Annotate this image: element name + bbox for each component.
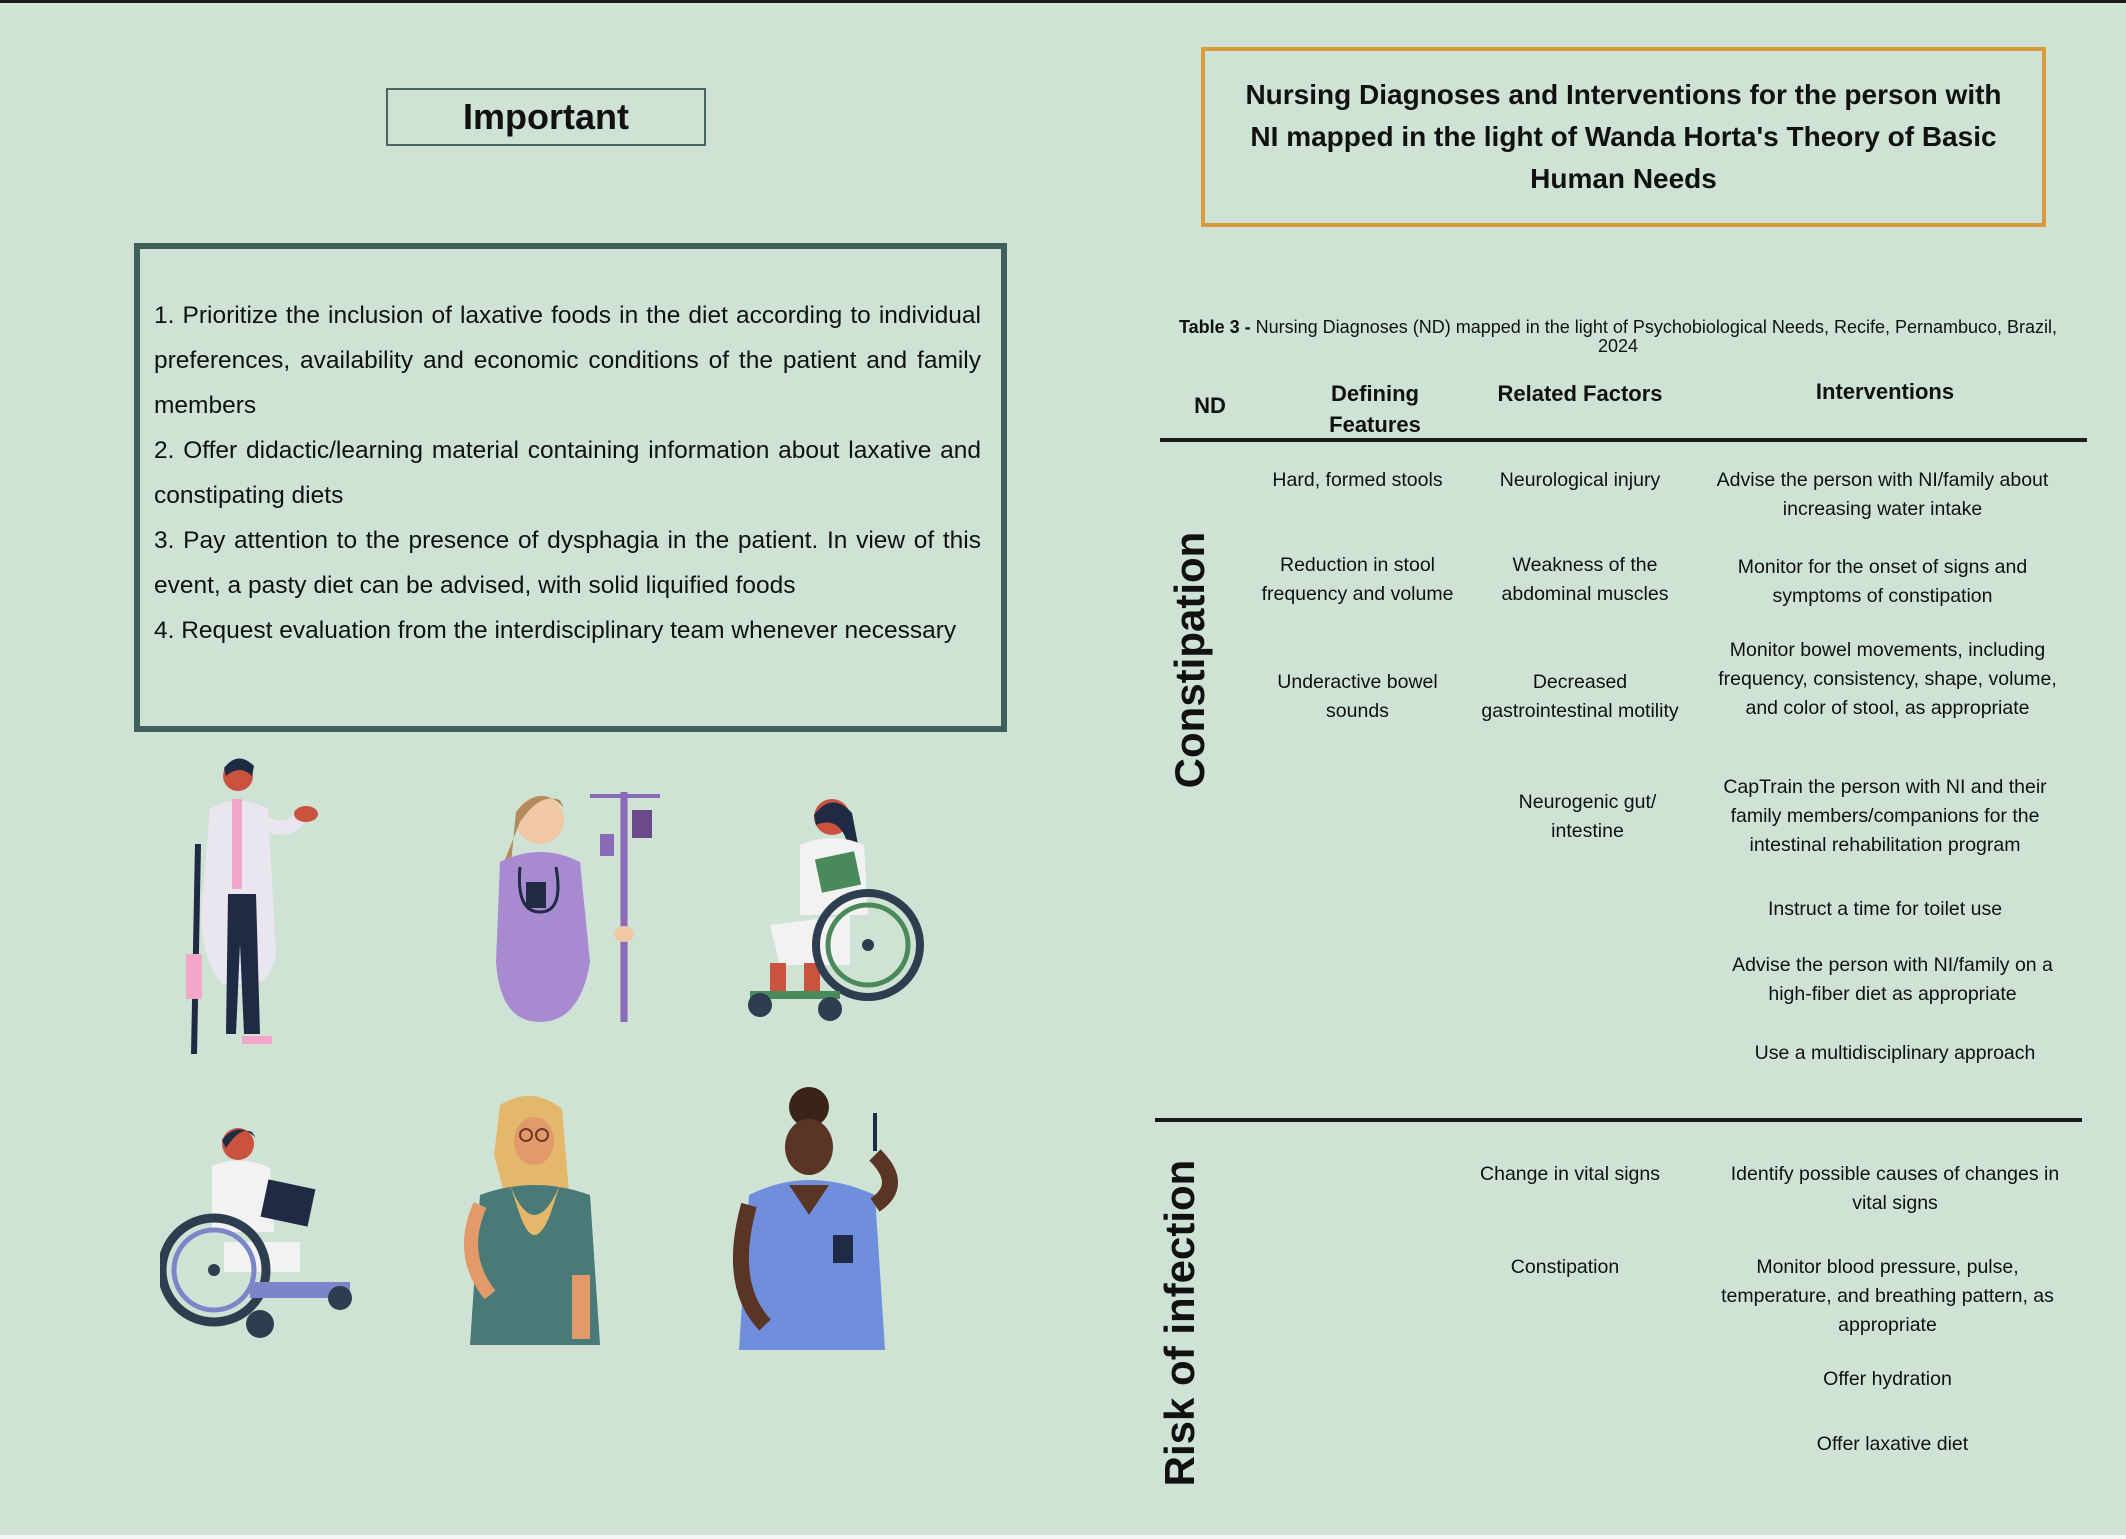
defining-feature: Hard, formed stools: [1272, 469, 1443, 491]
recommendation-item: 1. Prioritize the inclusion of laxative foods in the diet according to individual preferences, availability and economic conditions of the patient and family members: [154, 302, 981, 419]
recommendation-item: 2. Offer didactic/learning material containing information about laxative and constipating diets: [154, 437, 981, 509]
related-factor: Decreased gastrointestinal motility: [1481, 671, 1679, 722]
top-border-line: [0, 0, 2126, 3]
table-caption: [1158, 318, 2078, 356]
intervention: Use a multidisciplinary approach: [1754, 1042, 2036, 1064]
defining-feature: Underactive bowel sounds: [1277, 671, 1438, 722]
intervention: Instruct a time for toilet use: [1767, 898, 2003, 920]
nd-risk-of-infection: Risk of infection: [1156, 1159, 1203, 1487]
intervention: Monitor blood pressure, pulse, temperature, and breathing pattern, as appropriate: [1721, 1256, 2054, 1336]
intervention: Monitor bowel movements, including frequency, consistency, shape, volume, and color of stool, as appropriate: [1718, 639, 2057, 719]
header-defining-features: Defining Features: [1329, 381, 1421, 437]
recommendations-box: [134, 243, 1007, 732]
header-nd: ND: [1194, 393, 1226, 418]
intervention: Advise the person with NI/family about increasing water intake: [1716, 469, 2049, 520]
nurse-headscarf-illustration: [450, 1095, 620, 1355]
header-interventions: Interventions: [1815, 379, 1955, 404]
header-related-factors: Related Factors: [1497, 381, 1663, 406]
related-factor: Weakness of the abdominal muscles: [1501, 554, 1669, 605]
important-label: Important: [463, 96, 629, 137]
wheelchair-laptop-illustration: [160, 1122, 360, 1352]
table-caption-label: Table 3 -: [1178, 317, 1251, 337]
bottom-border-line: [0, 1535, 2126, 1539]
intervention: Identify possible causes of changes in vital signs: [1730, 1163, 2060, 1214]
poster-title-box: [1201, 47, 2046, 227]
nurse-syringe-illustration: [725, 1085, 915, 1355]
recommendation-item: 3. Pay attention to the presence of dysphagia in the patient. In view of this event, a pasty diet can be advised, with solid liquified foods: [154, 527, 981, 599]
related-factor: Neurological injury: [1499, 469, 1661, 491]
related-factor: Constipation: [1510, 1256, 1620, 1278]
related-factor: Change in vital signs: [1480, 1163, 1660, 1185]
header-rule: [1160, 438, 2087, 442]
intervention: Offer hydration: [1823, 1368, 1952, 1390]
related-factor: Neurogenic gut/ intestine: [1518, 791, 1657, 842]
doctor-with-crutch-illustration: [180, 754, 320, 1064]
intervention: Advise the person with NI/family on a high-fiber diet as appropriate: [1732, 954, 2053, 1005]
illustrations: [150, 750, 950, 1350]
important-heading: [386, 88, 706, 146]
table-caption-text: Nursing Diagnoses (ND) mapped in the light of Psychobiological Needs, Recife, Pernambuco, Brazil, 2024: [1255, 317, 2058, 356]
recommendation-item: 4. Request evaluation from the interdisciplinary team whenever necessary: [154, 617, 957, 644]
section-rule: [1155, 1118, 2082, 1122]
intervention: CapTrain the person with NI and their family members/companions for the intestinal rehabilitation program: [1723, 776, 2047, 856]
nurse-with-iv-pole-illustration: [460, 782, 660, 1042]
defining-feature: Reduction in stool frequency and volume: [1261, 554, 1454, 605]
poster-title: Nursing Diagnoses and Interventions for the person with NI mapped in the light of Wanda Horta's Theory of Basic Human Needs: [1245, 79, 2002, 194]
intervention: Offer laxative diet: [1816, 1433, 1969, 1455]
wheelchair-doctor-illustration: [740, 795, 930, 1025]
nd-constipation: Constipation: [1166, 531, 1213, 789]
intervention: Monitor for the onset of signs and symptoms of constipation: [1737, 556, 2028, 607]
